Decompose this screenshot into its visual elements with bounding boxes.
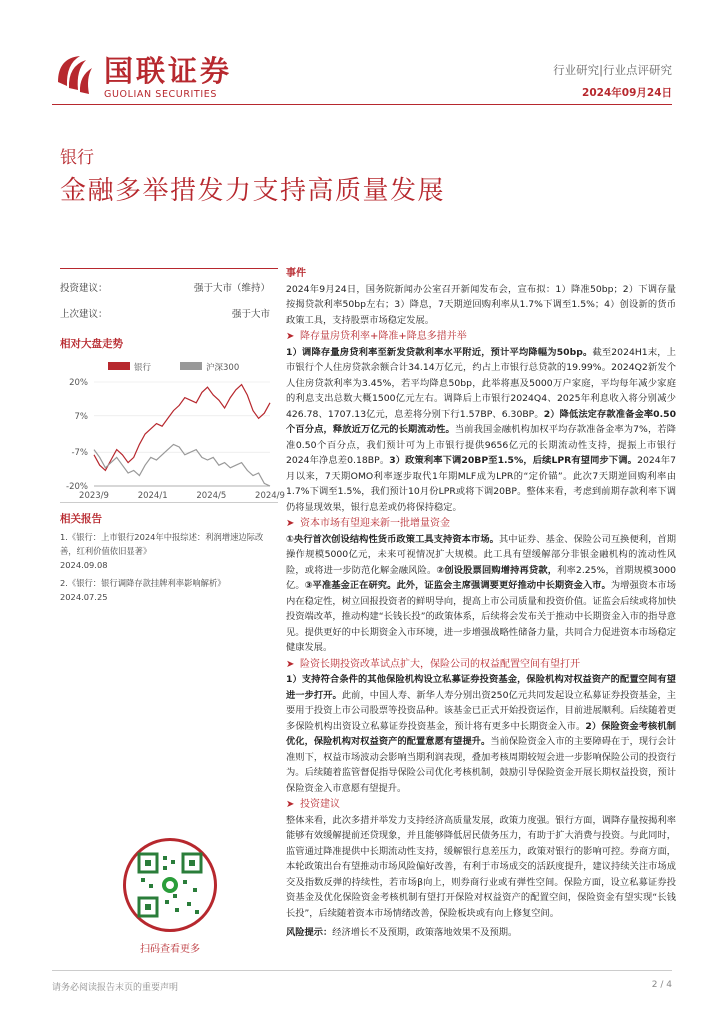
header-divider bbox=[52, 104, 672, 105]
risk-note bbox=[286, 925, 676, 941]
legend-swatch bbox=[180, 362, 202, 370]
event-heading: 事件 bbox=[286, 268, 306, 279]
qr-block bbox=[100, 838, 240, 955]
body-text: 其中证券、基金、保险公司互换便利，首期操作规模5000亿元，未来可视情况扩大规模。此工具有望缓解部分非银金融机构的流动性风险，或将进一步防范化解金融风险。 bbox=[286, 533, 676, 576]
bold-lead: 1）支持符合条件的其他保险机构设立私募证券投资基金，保险机构对权益资产的配置空间有望进一步打开。 bbox=[286, 674, 676, 701]
body-text: 此前，中国人寿、新华人寿分别出资250亿元共同发起设立私募证券投资基金，主要用于投资上市公司股票等投资品种。该基金已正式开始投资运作，目前进展顺利。后续随着更多保险机构出资设立私募证券投资基金，预计将有更多中长期资金入市。 bbox=[286, 689, 677, 732]
x-tick-label: 2024/9 bbox=[255, 491, 285, 501]
rating-label: 投资建议： bbox=[60, 283, 108, 294]
previous-rating-value: 强于大市 bbox=[231, 309, 270, 320]
event-paragraph: 2024年9月24日，国务院新闻办公室召开新闻发布会，宣布拟：1）降准50bp；2）下调存量按揭贷款利率50bp左右；3）降息，7天期逆回购利率从1.7%下调至1.5%；4）创设新的货币政策工具，支持股票市场稳定发展。 bbox=[286, 283, 676, 326]
page-number: 2 / 4 bbox=[651, 980, 672, 990]
body-text: 截至2024H1末，上市银行个人住房贷款余额合计34.14万亿元，约占上市银行总贷款的19.99%。2024Q2新发个人住房贷款利率为3.45%，若平均降息50bp，此举将惠及5000万户家庭，平均每年减少家庭的利息支出总数大概1500亿元左右。调降后上市银行2024Q4、2025年利息收入将分别减少426.78、1707.13亿元，息差将分别下行1.57BP、6.30BP。 bbox=[286, 346, 676, 420]
report-category: 行业研究|行业点评研究 bbox=[553, 63, 672, 77]
x-tick-label: 2023/9 bbox=[79, 491, 109, 501]
bold-lead: 2）保险资金考核机制优化，保险机构对权益资产的配置意愿有望提升。 bbox=[286, 720, 677, 747]
body-text: 为增强资本市场内在稳定性，树立回报投资者的鲜明导向，提高上市公司质量和投资价值。证监会后续或将加快投资端改革，推动构建“长钱长投”的政策体系，后续将会发布关于推动中长期资金入市的指导意见。提供更好的中长期资金入市环境，进一步增强战略性储备力量，共同合力促进资本市场稳定健康发展。 bbox=[286, 580, 677, 653]
qr-label: 扫码查看更多 bbox=[140, 944, 200, 955]
report-body bbox=[286, 266, 676, 942]
body-text: 利率2.25%，首期规模3000亿。 bbox=[286, 564, 676, 591]
related-reports bbox=[60, 502, 278, 604]
chart-heading: 相对大盘走势 bbox=[60, 338, 123, 350]
section-heading bbox=[286, 657, 676, 673]
bold-lead: 3）政策利率下调20BP至1.5%，后续LPR有望同步下调。 bbox=[389, 455, 638, 466]
y-tick-label: 20% bbox=[69, 378, 88, 388]
footer-disclaimer: 请务必阅读报告末页的重要声明 bbox=[52, 983, 179, 993]
bold-lead: 1）调降存量房贷利率至新发贷款利率水平附近，预计平均降幅为50bp。 bbox=[286, 346, 593, 358]
series-line bbox=[94, 444, 270, 486]
section-heading bbox=[286, 329, 676, 345]
guolian-logo-icon bbox=[52, 52, 96, 96]
y-tick-label: 7% bbox=[74, 411, 88, 422]
arrow-icon: ➤ bbox=[286, 799, 295, 810]
related-report-date: 2024.07.25 bbox=[60, 592, 108, 602]
legend-label: 沪深300 bbox=[206, 363, 240, 373]
related-divider bbox=[60, 502, 278, 503]
bold-lead: ③平准基金正在研究。此外，证监会主席强调要更好推动中长期资金入市。 bbox=[304, 580, 611, 591]
sidebar-divider bbox=[60, 268, 278, 269]
body-text: 当前我国金融机构加权平均存款准备金率为7%，若降准0.50个百分点，我们预计可为上市银行提供9656亿元的长期流动性支持，提振上市银行2024年净息差0.18BP。 bbox=[286, 424, 676, 466]
arrow-icon: ➤ bbox=[286, 658, 295, 670]
section-paragraph bbox=[286, 345, 676, 516]
x-tick-label: 2024/1 bbox=[137, 491, 168, 501]
series-line bbox=[94, 385, 270, 471]
related-report-title: 2.《银行：银行调降存款挂牌利率影响解析》 bbox=[60, 578, 226, 588]
sidebar bbox=[60, 268, 285, 955]
arrow-icon: ➤ bbox=[286, 331, 295, 342]
bold-lead: ①央行首次创设结构性货币政策工具支持资本市场。 bbox=[286, 533, 499, 545]
section-heading-text: 降存量房贷利率+降准+降息多措并举 bbox=[300, 331, 467, 342]
qr-code-icon bbox=[137, 852, 203, 918]
bold-lead: ②创设股票回购增持再贷款， bbox=[436, 564, 558, 576]
page-title: 金融多举措发力支持高质量发展 bbox=[60, 176, 446, 206]
related-heading: 相关报告 bbox=[60, 513, 102, 525]
y-tick-label: -7% bbox=[71, 448, 88, 459]
related-report-title: 1.《银行：上市银行2024年中报综述：利润增速边际改善，红利价值依旧显著》 bbox=[60, 532, 264, 556]
body-text: 2024年7月以来，7天期OMO利率逐步取代1年期MLF成为LPR的“定价锚”。此次7天期逆回购利率由1.7%下调至1.5%，我们预计10月份LPR或将下调20BP。整体来看，考虑到前期存款利率下调仍将显现效果，银行息差或仍将保持稳定。 bbox=[286, 455, 677, 513]
section-heading bbox=[286, 516, 676, 532]
section-heading bbox=[286, 797, 676, 813]
section-paragraph bbox=[286, 532, 676, 656]
sector-label: 银行 bbox=[60, 148, 94, 168]
previous-rating-label: 上次建议： bbox=[60, 309, 108, 320]
body-text: 当前保险资金入市的主要障碍在于，现行会计准则下，权益市场波动会影响当期利润表现，叠加考核周期较短会进一步影响保险公司的投资行为。后续随着监管督促指导保险公司优化考核机制，鼓励引导保险资金开展长期权益投资，预计保险资金入市意愿有望提升。 bbox=[286, 736, 677, 794]
logo-text-en: GUOLIAN SECURITIES bbox=[104, 89, 217, 100]
bold-lead: 2）降低法定存款准备金率0.50个百分点，释放近万亿元的长期流动性。 bbox=[286, 408, 677, 435]
section-heading-text: 资本市场有望迎来新一批增量资金 bbox=[300, 518, 450, 529]
section-heading-text: 险资长期投资改革试点扩大，保险公司的权益配置空间有望打开 bbox=[300, 658, 580, 670]
footer-divider bbox=[52, 970, 672, 971]
section-heading-text: 投资建议 bbox=[300, 799, 340, 810]
x-tick-label: 2024/5 bbox=[196, 491, 227, 501]
chart-canvas bbox=[60, 358, 285, 508]
section-paragraph bbox=[286, 672, 676, 796]
related-report-date: 2024.09.08 bbox=[60, 560, 108, 570]
rating-row bbox=[60, 283, 278, 295]
y-tick-label: -20% bbox=[66, 482, 88, 492]
qr-code[interactable] bbox=[123, 838, 217, 932]
risk-text: 经济增长不及预期，政策落地效果不及预期。 bbox=[332, 927, 518, 938]
rating-value: 强于大市（维持） bbox=[193, 283, 270, 294]
previous-rating-row bbox=[60, 309, 278, 321]
legend-label: 银行 bbox=[134, 363, 152, 373]
arrow-icon: ➤ bbox=[286, 518, 295, 529]
legend-swatch bbox=[108, 362, 130, 370]
related-report-item[interactable] bbox=[60, 576, 278, 604]
related-report-item[interactable] bbox=[60, 530, 278, 572]
report-date: 2024年09月24日 bbox=[582, 87, 672, 99]
risk-label: 风险提示： bbox=[286, 927, 333, 938]
logo-text-cn: 国联证券 bbox=[104, 54, 233, 88]
section-paragraph: 整体来看，此次多措并举发力支持经济高质量发展，政策力度强。银行方面，调降存量按揭利率能够有效缓解提前还贷现象，并且能够降低居民债务压力，有助于扩大消费与投资。与此同时，监管通过降准提供中长期流动性支持，缓解银行息差压力，政策对银行的影响可控。券商方面，本轮政策出台有望推动市场风险偏好改善，有利于市场成交的活跃度提升，建议持续关注市场成交及指数反弹的持续性，若市场β向上，则券商行业或有弹性空间。保险方面，设立私募证券投资基金及优化保险资金考核机制有望打开保险对权益资产的配置空间，保险资金有望实现“长钱长投”，后续随着资本市场情绪改善，保险板块或有向上修复空间。 bbox=[286, 814, 676, 919]
